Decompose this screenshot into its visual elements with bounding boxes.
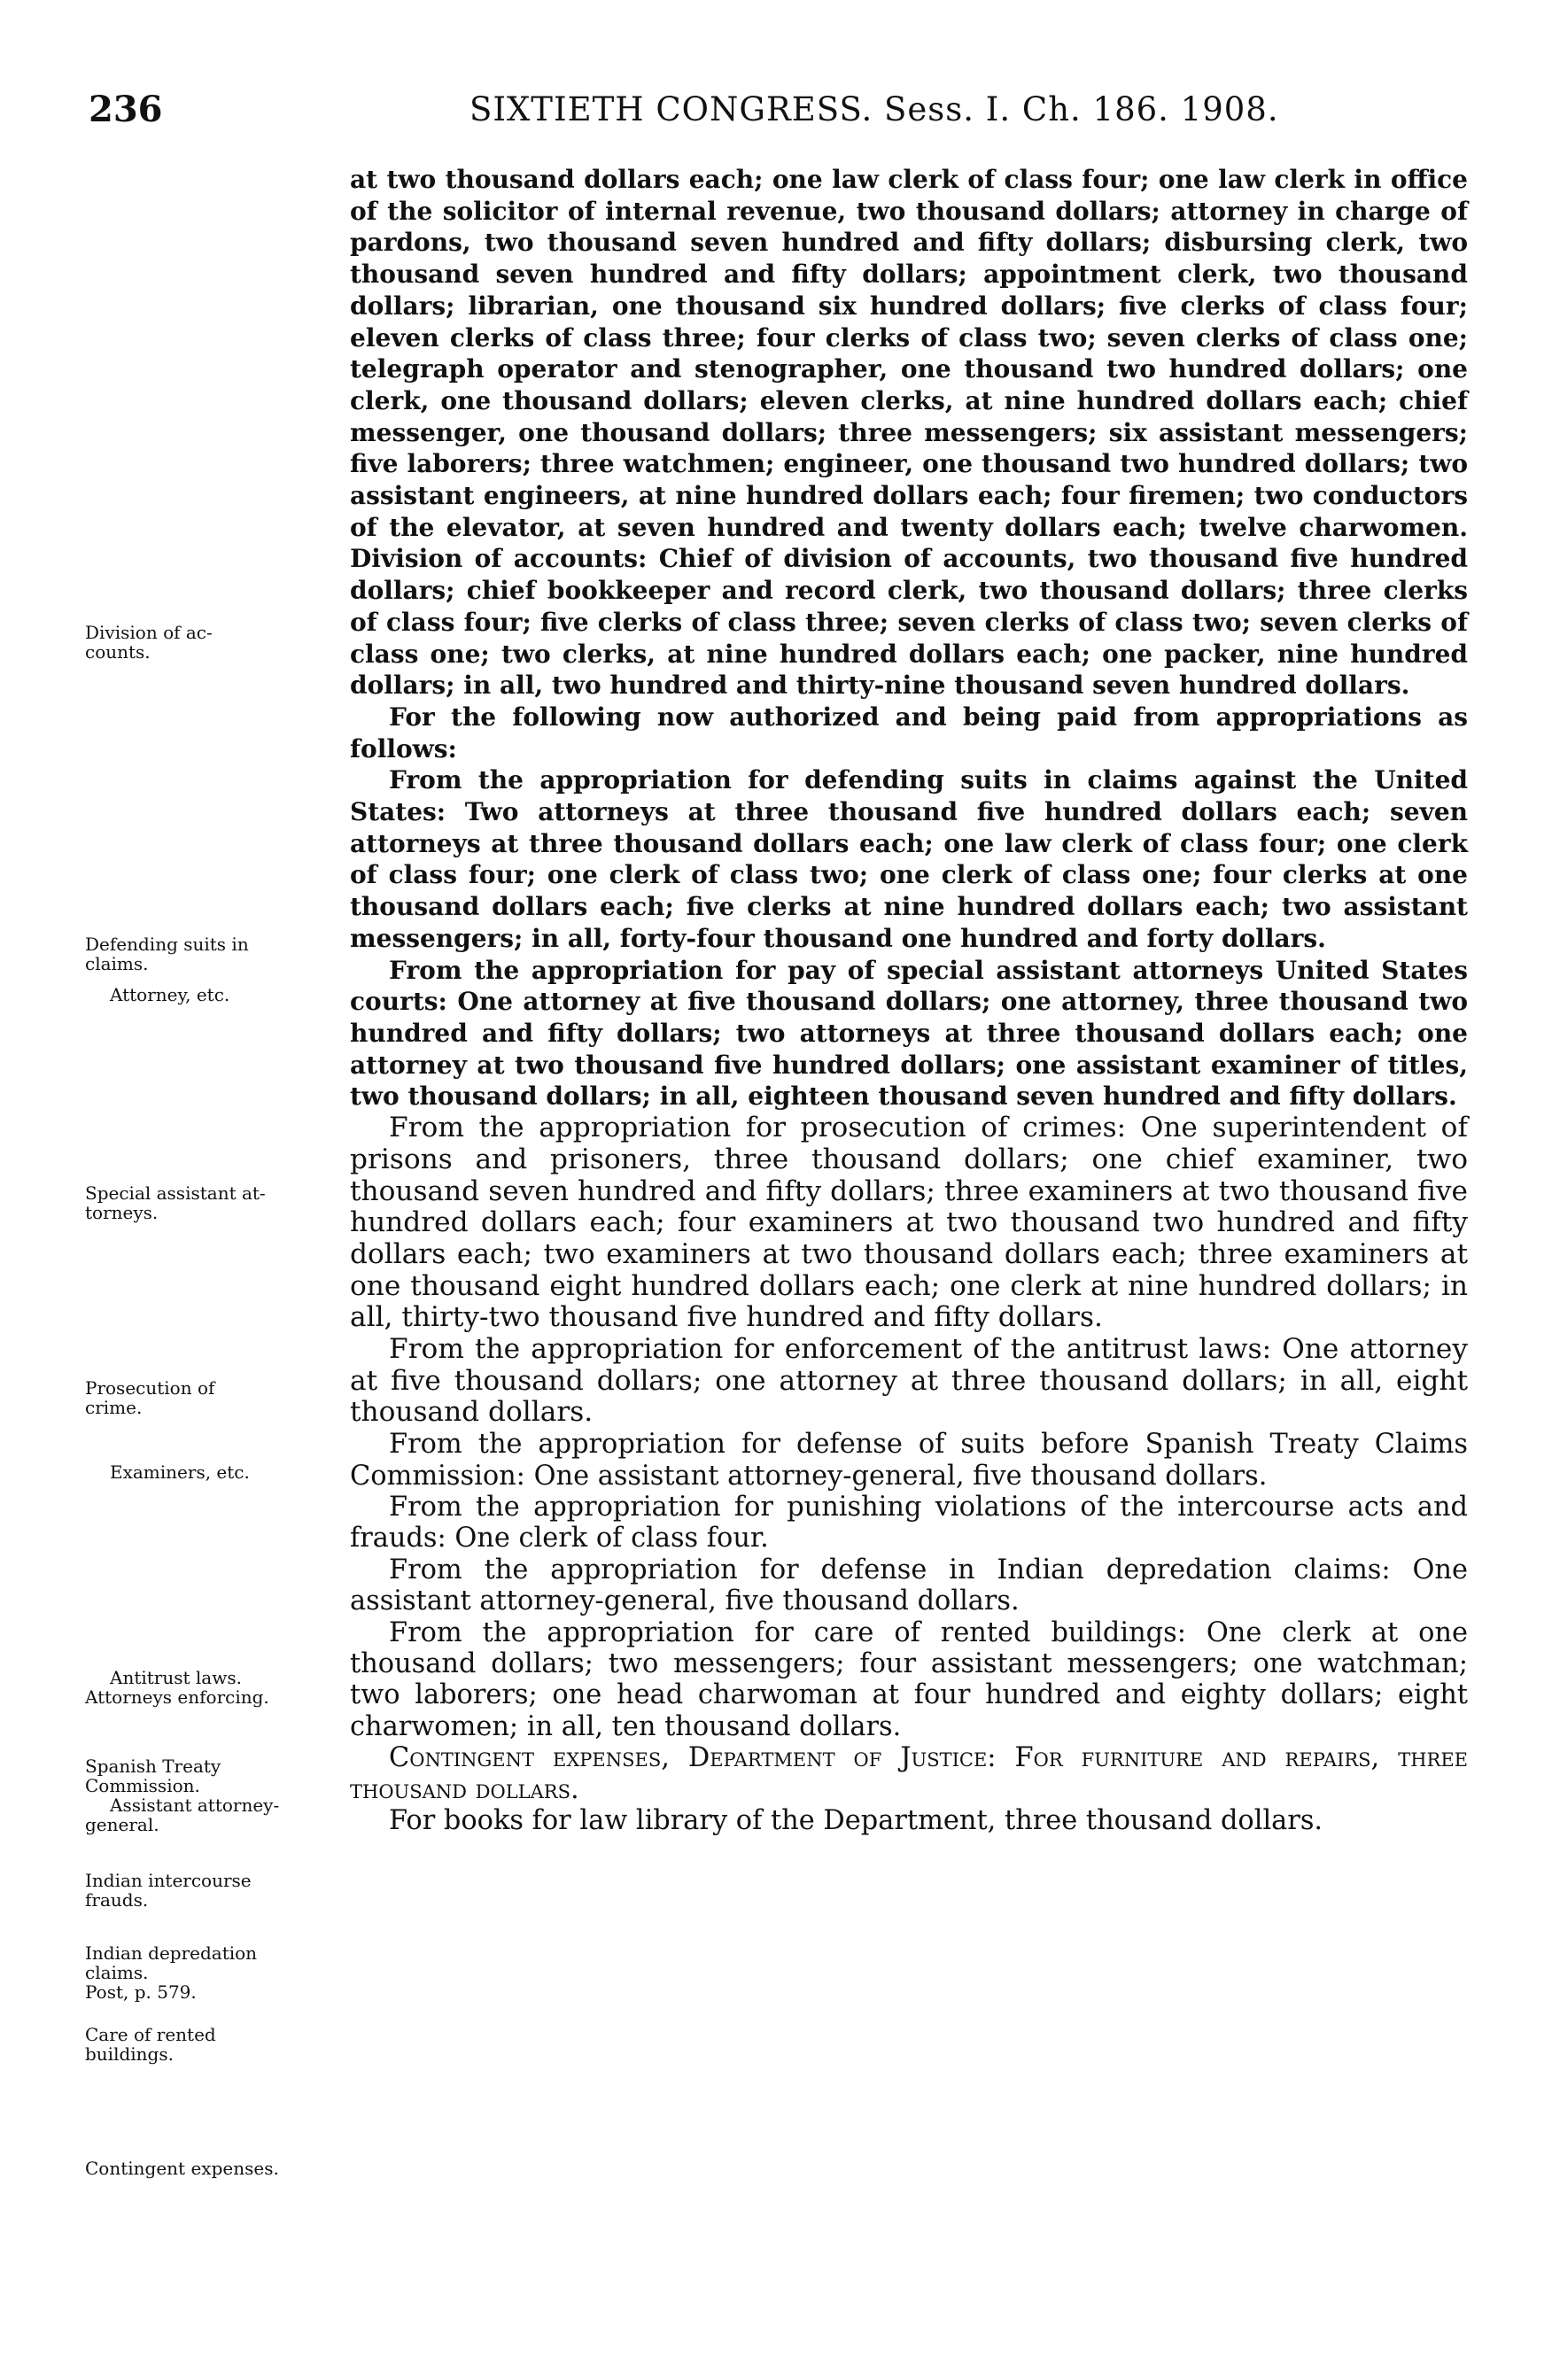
margin-note-line: Attorney, etc. bbox=[110, 984, 230, 1005]
paragraph: Contingent expenses, Department of Justice: For furniture and repairs, three thousand dollars. bbox=[350, 1742, 1468, 1805]
paragraph: From the appropriation for prosecution of crimes: One superintendent of prisons and prisoners, three thousand dollars; one chief examiner, two thousand seven hundred and fifty dollars; three examiners at two thousand five hundred dollars each; four examiners at two thousand two hundred and fifty dollars each; two examiners at two thousand dollars each; three examiners at one thousand eight hundred dollars each; one clerk at nine hundred dollars; in all, thirty-two thousand five hundred and fifty dollars. bbox=[350, 1112, 1468, 1334]
paragraph: From the appropriation for defense in Indian depredation claims: One assistant attorney-general, five thousand dollars. bbox=[350, 1554, 1468, 1617]
margin-note-attorney-etc bbox=[85, 985, 342, 1004]
margin-note-line: Indian intercourse bbox=[85, 1870, 252, 1891]
margin-note-prosecution-of-crime bbox=[85, 1378, 342, 1417]
margin-note-line: Care of rented bbox=[85, 2024, 216, 2045]
paragraph: From the appropriation for enforcement of the antitrust laws: One attorney at five thousand dollars; one attorney at three thousand dollars; in all, eight thousand dollars. bbox=[350, 1333, 1468, 1429]
paragraph: For books for law library of the Department, three thousand dollars. bbox=[389, 1805, 1323, 1836]
margin-note-line: frauds. bbox=[85, 1889, 149, 1911]
paragraph: From the appropriation for punishing violations of the intercourse acts and frauds: One clerk of class four. bbox=[350, 1491, 1468, 1554]
margin-note-division-of-accounts bbox=[85, 623, 342, 662]
page-number: 236 bbox=[89, 89, 163, 130]
margin-note-indian-intercourse-frauds bbox=[85, 1871, 342, 1910]
margin-note-line: general. bbox=[85, 1814, 159, 1835]
margin-notes bbox=[85, 0, 342, 2380]
margin-note-special-assistant-attorneys bbox=[85, 1183, 342, 1222]
paragraph: From the appropriation for pay of special assistant attorneys United States courts: One attorney at five thousand dollars; one attorney, three thousand two hundred and fifty dollars; two attorneys at three thousand dollars each; one attorney at two thousand five hundred dollars; one assistant examiner of titles, two thousand dollars; in all, eighteen thousand seven hundred and fifty dollars. bbox=[350, 955, 1468, 1112]
paragraph: at two thousand dollars each; one law clerk of class four; one law clerk in office of the solicitor of internal revenue, two thousand dollars; attorney in charge of pardons, two thousand seven hundred and fifty dollars; disbursing clerk, two thousand seven hundred and fifty dollars; appointment clerk, two thousand dollars; librarian, one thousand six hundred dollars; five clerks of class four; eleven clerks of class three; four clerks of class two; seven clerks of class one; telegraph operator and stenographer, one thousand two hundred dollars; one clerk, one thousand dollars; eleven clerks, at nine hundred dollars each; chief messenger, one thousand dollars; three messengers; six assistant messengers; five laborers; three watchmen; engineer, one thousand two hundred dollars; two assistant engineers, at nine hundred dollars each; four firemen; two conductors of the elevator, at seven hundred and twenty dollars each; twelve charwomen. Division of accounts: Chief of division of accounts, two thousand five hundred dollars; chief bookkeeper and record clerk, two thousand dollars; three clerks of class four; five clerks of class three; seven clerks of class two; seven clerks of class one; two clerks, at nine hundred dollars each; one packer, nine hundred dollars; in all, two hundred and thirty-nine thousand seven hundred dollars. bbox=[350, 165, 1468, 701]
margin-note-line: claims. bbox=[85, 953, 149, 974]
margin-note-defending-suits bbox=[85, 934, 342, 973]
margin-note-contingent-expenses bbox=[85, 2159, 342, 2178]
margin-note-examiners bbox=[85, 1462, 342, 1482]
margin-note-line: Antitrust laws. bbox=[110, 1667, 242, 1688]
margin-note-line: Prosecution of bbox=[85, 1377, 215, 1399]
margin-note-line: Spanish Treaty bbox=[85, 1756, 221, 1777]
paragraph: From the appropriation for defending suits in claims against the United States: Two attorneys at three thousand five hundred dollars each; seven attorneys at three thousand dollars each; one law clerk of class four; one clerk of class four; one clerk of class two; one clerk of class one; four clerks at one thousand dollars each; five clerks at nine hundred dollars each; two assistant messengers; in all, forty-four thousand one hundred and forty dollars. bbox=[350, 765, 1468, 953]
margin-note-spanish-treaty-commission bbox=[85, 1756, 342, 1834]
margin-note-line: Special assistant at- bbox=[85, 1182, 266, 1204]
running-title: SIXTIETH CONGRESS. Sess. I. Ch. 186. 1908. bbox=[469, 90, 1279, 128]
margin-note-line: Examiners, etc. bbox=[110, 1461, 250, 1483]
margin-note-line: crime. bbox=[85, 1397, 143, 1418]
margin-note-line: Indian depredation bbox=[85, 1942, 258, 1964]
margin-note-line: Commission. bbox=[85, 1775, 200, 1796]
margin-note-line: Defending suits in bbox=[85, 934, 249, 955]
margin-note-line: counts. bbox=[85, 641, 151, 663]
margin-note-line: claims. bbox=[85, 1962, 149, 1983]
margin-note-line: Assistant attorney- bbox=[110, 1795, 280, 1816]
margin-note-line: Division of ac- bbox=[85, 622, 213, 643]
paragraph: From the appropriation for defense of suits before Spanish Treaty Claims Commission: One assistant attorney-general, five thousand dollars. bbox=[350, 1429, 1468, 1492]
margin-note-line: Attorneys enforcing. bbox=[85, 1686, 269, 1708]
margin-note-antitrust-laws bbox=[85, 1668, 342, 1707]
margin-note-line: Contingent expenses. bbox=[85, 2158, 279, 2179]
body-text bbox=[350, 164, 1468, 1836]
margin-note-line: buildings. bbox=[85, 2043, 174, 2065]
paragraph: From the appropriation for care of rented buildings: One clerk at one thousand dollars; two messengers; four assistant messengers; one watchman; two laborers; one head charwoman at four hundred and eighty dollars; eight charwomen; in all, ten thousand dollars. bbox=[350, 1616, 1468, 1742]
margin-note-line: torneys. bbox=[85, 1202, 159, 1223]
paragraph: For the following now authorized and being paid from appropriations as follows: bbox=[350, 702, 1468, 764]
margin-note-care-of-rented-buildings bbox=[85, 2025, 342, 2064]
margin-note-indian-depredation-claims bbox=[85, 1943, 342, 2002]
margin-note-line: Post, p. 579. bbox=[85, 1981, 197, 2003]
